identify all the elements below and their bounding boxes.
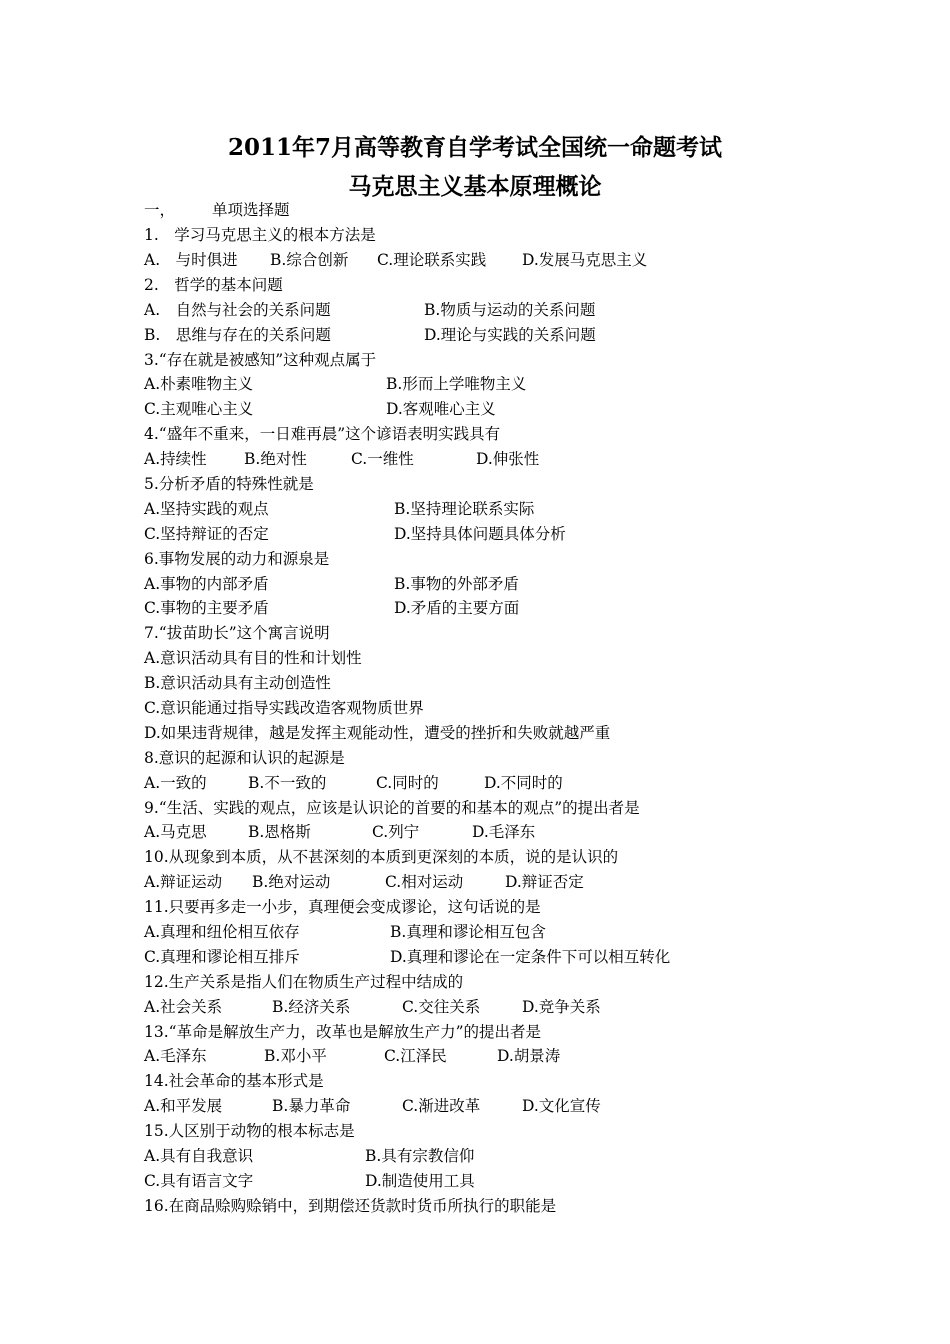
option: D.伸张性 <box>476 450 540 468</box>
option: B.不一致的 <box>248 774 327 792</box>
option: D.矛盾的主要方面 <box>394 599 520 617</box>
question-stem: 8.意识的起源和认识的起源是 <box>144 749 345 767</box>
option: A.事物的内部矛盾 <box>144 575 269 593</box>
question-stem: 6.事物发展的动力和源泉是 <box>144 550 330 568</box>
question-stem: 16.在商品赊购赊销中，到期偿还货款时货币所执行的职能是 <box>144 1197 557 1215</box>
option: C.交往关系 <box>402 998 481 1016</box>
question-stem: 12.生产关系是指人们在物质生产过程中结成的 <box>144 973 464 991</box>
question-stem: 1. 学习马克思主义的根本方法是 <box>144 226 376 244</box>
option: B.形而上学唯物主义 <box>386 375 527 393</box>
option: A.具有自我意识 <box>144 1147 254 1165</box>
option: B.恩格斯 <box>248 823 311 841</box>
question-stem: 10.从现象到本质，从不甚深刻的本质到更深刻的本质，说的是认识的 <box>144 848 619 866</box>
option: B.意识活动具有主动创造性 <box>144 674 331 692</box>
option: A.一致的 <box>144 774 207 792</box>
option: B.绝对运动 <box>252 873 331 891</box>
option: C.相对运动 <box>385 873 464 891</box>
option: A.马克思 <box>144 823 207 841</box>
option: D.如果违背规律，越是发挥主观能动性，遭受的挫折和失败就越严重 <box>144 724 611 742</box>
option: C.坚持辩证的否定 <box>144 525 269 543</box>
option: B.邓小平 <box>264 1047 327 1065</box>
option: C.意识能通过指导实践改造客观物质世界 <box>144 699 424 717</box>
option: A.朴素唯物主义 <box>144 375 254 393</box>
question-stem: 11.只要再多走一小步，真理便会变成谬论，这句话说的是 <box>144 898 541 916</box>
exam-subject: 马克思主义基本原理概论 <box>348 173 602 200</box>
question-stem: 15.人区别于动物的根本标志是 <box>144 1122 355 1140</box>
question-stem: 13.“革命是解放生产力，改革也是解放生产力”的提出者是 <box>144 1023 542 1041</box>
option: A.坚持实践的观点 <box>144 500 269 518</box>
option: B.具有宗教信仰 <box>365 1147 475 1165</box>
option: B.绝对性 <box>244 450 307 468</box>
question-stem: 7.“拔苗助长”这个寓言说明 <box>144 624 330 642</box>
section-name: 单项选择题 <box>212 201 290 219</box>
option: C.具有语言文字 <box>144 1172 254 1190</box>
option: A.社会关系 <box>144 998 223 1016</box>
option: B.真理和谬论相互包含 <box>390 923 546 941</box>
question-stem: 5.分析矛盾的特殊性就是 <box>144 475 314 493</box>
exam-title: 2011年7月高等教育自学考试全国统一命题考试 <box>227 134 723 161</box>
option: D.理论与实践的关系问题 <box>424 326 596 344</box>
question-stem: 14.社会革命的基本形式是 <box>144 1072 324 1090</box>
question-stem: 2. 哲学的基本问题 <box>144 276 283 294</box>
option: D.制造使用工具 <box>365 1172 475 1190</box>
option: D.客观唯心主义 <box>386 400 496 418</box>
option: C.主观唯心主义 <box>144 400 254 418</box>
option: D.辩证否定 <box>505 873 584 891</box>
option: C.渐进改革 <box>402 1097 481 1115</box>
option: A.辩证运动 <box>144 873 223 891</box>
option: D.不同时的 <box>484 774 563 792</box>
option: C.一维性 <box>351 450 414 468</box>
option: B.经济关系 <box>272 998 351 1016</box>
option: A.意识活动具有目的性和计划性 <box>144 649 362 667</box>
option: B.综合创新 <box>270 251 349 269</box>
option: C.理论联系实践 <box>377 251 487 269</box>
option: B.暴力革命 <box>272 1097 351 1115</box>
option: A.真理和纽伦相互依存 <box>144 923 300 941</box>
option: A.毛泽东 <box>144 1047 207 1065</box>
option: C.同时的 <box>376 774 439 792</box>
question-stem: 3.“存在就是被感知”这种观点属于 <box>144 351 377 369</box>
option: B.事物的外部矛盾 <box>394 575 519 593</box>
question-stem: 9.“生活、实践的观点，应该是认识论的首要的和基本的观点”的提出者是 <box>144 799 640 817</box>
section-number: 一， <box>144 201 176 219</box>
option: A. 自然与社会的关系问题 <box>144 301 331 319</box>
option: C.事物的主要矛盾 <box>144 599 269 617</box>
option: B. 思维与存在的关系问题 <box>144 326 331 344</box>
option: D.真理和谬论在一定条件下可以相互转化 <box>390 948 671 966</box>
option: A.持续性 <box>144 450 207 468</box>
option: B.坚持理论联系实际 <box>394 500 535 518</box>
option: C.江泽民 <box>384 1047 447 1065</box>
option: C.列宁 <box>372 823 420 841</box>
option: D.发展马克思主义 <box>522 251 648 269</box>
option: D.坚持具体问题具体分析 <box>394 525 566 543</box>
option: D.竞争关系 <box>522 998 601 1016</box>
option: B.物质与运动的关系问题 <box>424 301 596 319</box>
question-stem: 4.“盛年不重来，一日难再晨”这个谚语表明实践具有 <box>144 425 501 443</box>
option: C.真理和谬论相互排斥 <box>144 948 300 966</box>
option: D.毛泽东 <box>472 823 536 841</box>
option: A. 与时俱进 <box>144 251 238 269</box>
option: D.文化宣传 <box>522 1097 601 1115</box>
option: D.胡景涛 <box>497 1047 561 1065</box>
option: A.和平发展 <box>144 1097 223 1115</box>
